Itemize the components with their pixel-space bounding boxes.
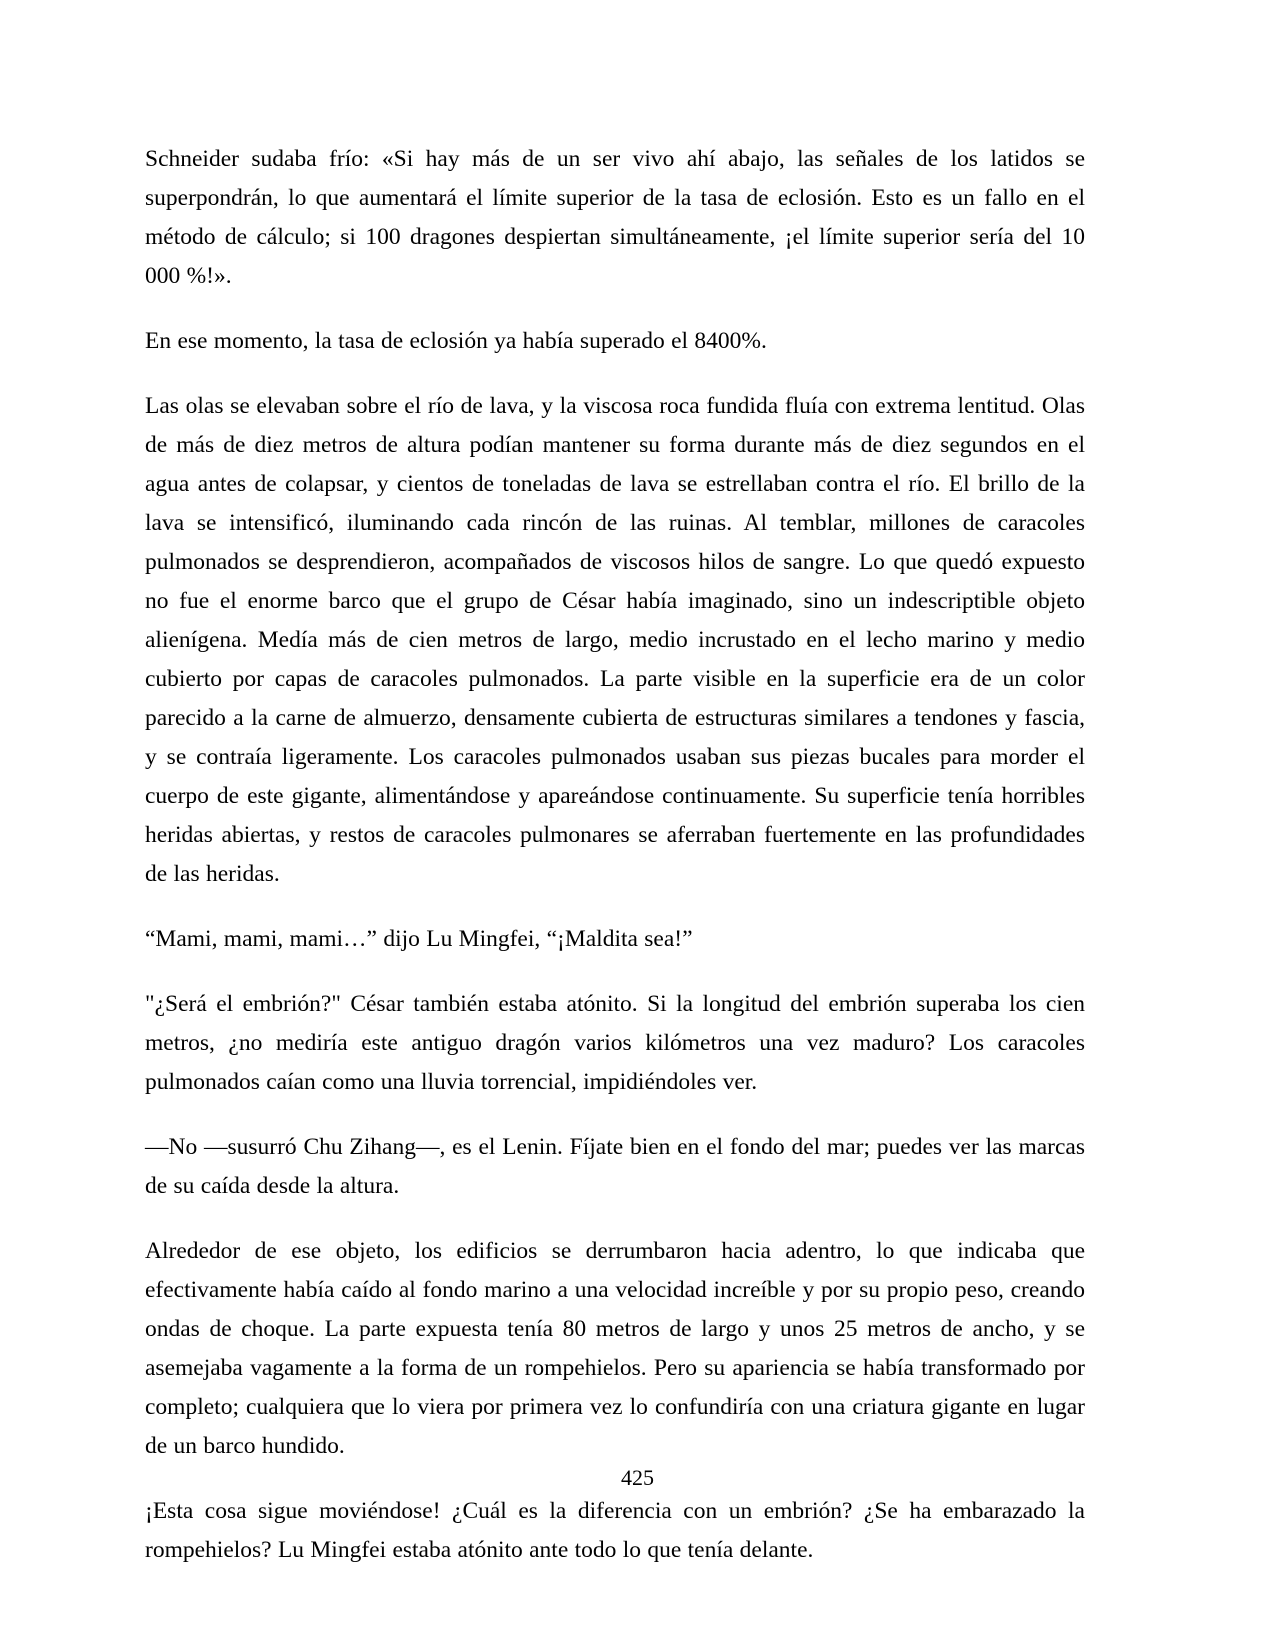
paragraph-7: Alrededor de ese objeto, los edificios se derrumbaron hacia adentro, lo que indicaba que efectivamente había caído al fondo marino a una velocidad increíble y por su propio peso, creando ondas de choque. La parte expuesta tenía 80 metros de largo y unos 25 metros de ancho, y se asemejaba vagamente a la forma de un rompehielos. Pero su apariencia se había transformado por completo; cualquiera que lo viera por primera vez lo confundiría con una criatura gigante en lugar de un barco hundido. <box>145 1238 1085 1459</box>
paragraph-4-dialogue-lu-mingfei: “Mami, mami, mami…” dijo Lu Mingfei, “¡Maldita sea!” <box>145 926 693 952</box>
paragraph-1: Schneider sudaba frío: «Si hay más de un ser vivo ahí abajo, las señales de los latidos se superpondrán, lo que aumentará el límite superior de la tasa de eclosión. Esto es un fallo en el método de cálculo; si 100 dragones despiertan simultáneamente, ¡el límite superior sería del 10 000 %!». <box>145 146 1085 289</box>
paragraph-3: Las olas se elevaban sobre el río de lava, y la viscosa roca fundida fluía con extrema lentitud. Olas de más de diez metros de altura podían mantener su forma durante más de diez segundos en el agua antes de colapsar, y cientos de toneladas de lava se estrellaban contra el río. El brillo de la lava se intensificó, iluminando cada rincón de las ruinas. Al temblar, millones de caracoles pulmonados se desprendieron, acompañados de viscosos hilos de sangre. Lo que quedó expuesto no fue el enorme barco que el grupo de César había imaginado, sino un indescriptible objeto alienígena. Medía más de cien metros de largo, medio incrustado en el lecho marino y medio cubierto por capas de caracoles pulmonados. La parte visible en la superficie era de un color parecido a la carne de almuerzo, densamente cubierta de estructuras similares a tendones y fascia, y se contraía ligeramente. Los caracoles pulmonados usaban sus piezas bucales para morder el cuerpo de este gigante, alimentándose y apareándose continuamente. Su superficie tenía horribles heridas abiertas, y restos de caracoles pulmonares se aferraban fuertemente en las profundidades de las heridas. <box>145 393 1085 887</box>
paragraph-8: ¡Esta cosa sigue moviéndose! ¿Cuál es la diferencia con un embrión? ¿Se ha embarazado la rompehielos? Lu Mingfei estaba atónito ante todo lo que tenía delante. <box>145 1498 1085 1563</box>
page-body-text <box>145 140 1085 1570</box>
paragraph-2: En ese momento, la tasa de eclosión ya había superado el 8400%. <box>145 328 767 354</box>
paragraph-5-dialogue-cesar: "¿Será el embrión?" César también estaba atónito. Si la longitud del embrión superaba los cien metros, ¿no mediría este antiguo dragón varios kilómetros una vez maduro? Los caracoles pulmonados caían como una lluvia torrencial, impidiéndoles ver. <box>145 991 1085 1095</box>
page-number: 425 <box>621 1465 654 1490</box>
paragraph-6-dialogue-chu-zihang: —No —susurró Chu Zihang—, es el Lenin. Fíjate bien en el fondo del mar; puedes ver las marcas de su caída desde la altura. <box>145 1134 1085 1199</box>
